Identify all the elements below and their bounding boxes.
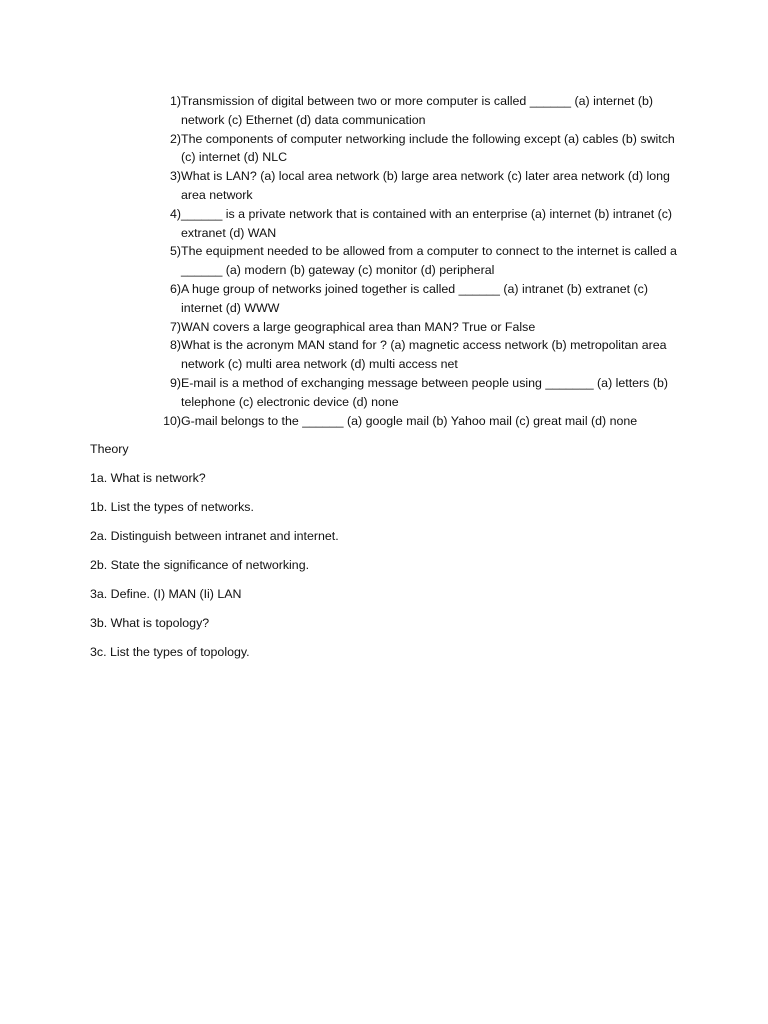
question-item [157,130,677,168]
question-text: What is the acronym MAN stand for ? (a) magnetic access network (b) metropolitan area network (c) multi area network (d) multi access net [181,338,667,372]
question-text: The equipment needed to be allowed from a computer to connect to the internet is called a ______ (a) modern (b) gateway (c) monitor (d) peripheral [181,244,677,278]
question-item [157,374,677,412]
question-number: 3) [169,169,181,184]
question-item [157,412,677,431]
question-number: 8) [169,338,181,353]
theory-heading: Theory [90,442,129,456]
question-item [157,167,677,205]
question-text: The components of computer networking include the following except (a) cables (b) switch (c) internet (d) NLC [181,131,675,165]
question-item [157,205,677,243]
question-text: Transmission of digital between two or more computer is called ______ (a) internet (b) network (c) Ethernet (d) data communication [181,94,653,127]
question-number: 5) [169,244,181,259]
question-number: 6) [169,281,181,296]
theory-question: 3c. List the types of topology. [90,645,250,659]
objective-question-list [157,92,677,430]
theory-question: 2a. Distinguish between intranet and internet. [90,529,339,543]
question-number: 10) [163,413,181,428]
theory-question: 1b. List the types of networks. [90,500,254,514]
question-text: E-mail is a method of exchanging message between people using _______ (a) letters (b) telephone (c) electronic device (d) none [181,375,668,409]
question-item [157,242,677,280]
question-number: 9) [169,375,181,390]
question-number: 2) [169,131,181,146]
question-number: 7) [169,319,181,334]
question-number: 4) [169,206,181,221]
question-text: ______ is a private network that is contained with an enterprise (a) internet (b) intranet (c) extranet (d) WAN [181,206,673,240]
question-item [157,280,677,318]
question-text: What is LAN? (a) local area network (b) large area network (c) later area network (d) long area network [181,169,670,202]
question-item [157,336,677,374]
question-item [157,318,677,337]
theory-question: 2b. State the significance of networking. [90,558,310,572]
question-text: G-mail belongs to the ______ (a) google mail (b) Yahoo mail (c) great mail (d) none [181,413,638,428]
theory-question: 3a. Define. (I) MAN (Ii) LAN [90,587,242,601]
question-text: WAN covers a large geographical area than MAN? True or False [181,319,536,334]
theory-section [90,440,690,672]
theory-question: 1a. What is network? [90,471,206,485]
theory-question: 3b. What is topology? [90,616,210,630]
question-item [157,92,677,130]
question-number: 1) [169,94,181,108]
question-text: A huge group of networks joined together is called ______ (a) intranet (b) extranet (c) internet (d) WWW [181,281,648,315]
